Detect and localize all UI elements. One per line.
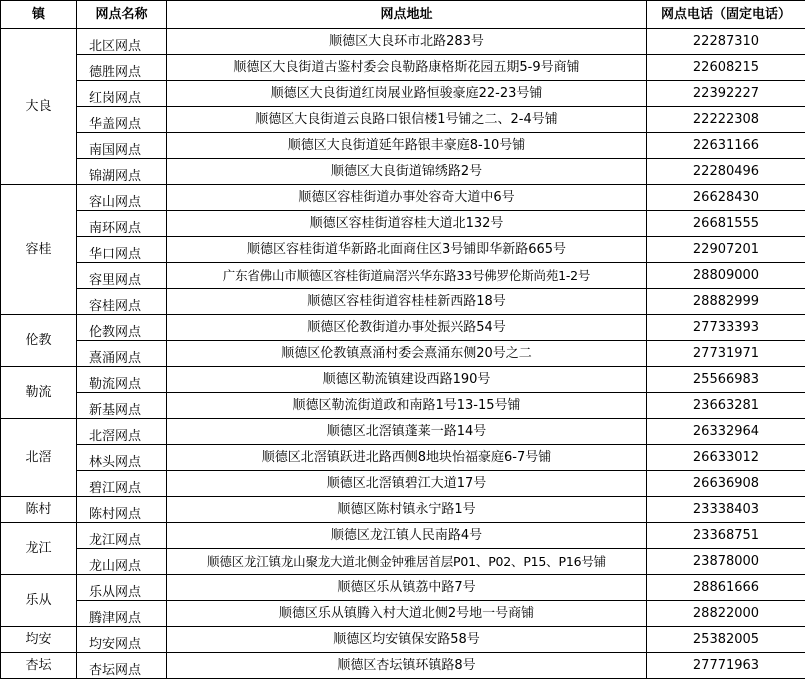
town-cell: 北滘 (1, 419, 77, 497)
branch-phone-cell: 23368751 (647, 523, 805, 549)
branch-address-cell: 顺德区容桂街道容桂桂新西路18号 (167, 289, 647, 315)
branch-address-cell: 顺德区大良街道古鉴村委会良勒路康格斯花园五期5-9号商铺 (167, 55, 647, 81)
branch-name-cell: 北滘网点 (77, 419, 167, 445)
branch-name-cell: 熹涌网点 (77, 341, 167, 367)
table-row (1, 549, 805, 575)
table-row (1, 627, 805, 653)
branch-name-cell: 乐从网点 (77, 575, 167, 601)
branch-address-cell: 顺德区龙江镇人民南路4号 (167, 523, 647, 549)
branch-phone-cell: 23878000 (647, 549, 805, 575)
table-row (1, 263, 805, 289)
branch-address-cell: 顺德区大良街道锦绣路2号 (167, 159, 647, 185)
branch-address-cell: 顺德区勒流街道政和南路1号13-15号铺 (167, 393, 647, 419)
branch-name-cell: 杏坛网点 (77, 653, 167, 679)
branch-name-cell: 华盖网点 (77, 107, 167, 133)
table-row (1, 159, 805, 185)
branch-phone-cell: 23663281 (647, 393, 805, 419)
branch-address-cell: 顺德区容桂街道华新路北面商住区3号铺即华新路665号 (167, 237, 647, 263)
table-row (1, 107, 805, 133)
branch-name-cell: 新基网点 (77, 393, 167, 419)
branch-address-cell: 顺德区伦教镇熹涌村委会熹涌东侧20号之二 (167, 341, 647, 367)
branch-address-cell: 广东省佛山市顺德区容桂街道扁滘兴华东路33号佛罗伦斯尚苑1-2号 (167, 263, 647, 289)
table-row (1, 419, 805, 445)
branch-name-cell: 伦教网点 (77, 315, 167, 341)
branch-address-cell: 顺德区北滘镇蓬莱一路14号 (167, 419, 647, 445)
branch-address-cell: 顺德区陈村镇永宁路1号 (167, 497, 647, 523)
branch-phone-cell: 25382005 (647, 627, 805, 653)
branch-address-cell: 顺德区乐从镇腾入村大道北侧2号地一号商铺 (167, 601, 647, 627)
table-row (1, 523, 805, 549)
branch-address-cell: 顺德区大良环市北路283号 (167, 29, 647, 55)
town-cell: 伦教 (1, 315, 77, 367)
branch-name-cell: 锦湖网点 (77, 159, 167, 185)
branch-name-cell: 南环网点 (77, 211, 167, 237)
branch-address-cell: 顺德区杏坛镇环镇路8号 (167, 653, 647, 679)
branch-name-cell: 容山网点 (77, 185, 167, 211)
branch-phone-cell: 28809000 (647, 263, 805, 289)
table-body (1, 29, 805, 679)
branch-phone-cell: 28861666 (647, 575, 805, 601)
branch-phone-cell: 26633012 (647, 445, 805, 471)
branch-phone-cell: 25566983 (647, 367, 805, 393)
branch-phone-cell: 23338403 (647, 497, 805, 523)
table-row (1, 185, 805, 211)
header-town: 镇 (1, 1, 77, 29)
branch-phone-cell: 22222308 (647, 107, 805, 133)
branch-address-cell: 顺德区龙江镇龙山聚龙大道北侧金钟雅居首层P01、P02、P15、P16号铺 (167, 549, 647, 575)
table-row (1, 393, 805, 419)
branch-phone-cell: 26332964 (647, 419, 805, 445)
branch-phone-cell: 22608215 (647, 55, 805, 81)
branch-name-cell: 北区网点 (77, 29, 167, 55)
table-row (1, 471, 805, 497)
town-cell: 杏坛 (1, 653, 77, 679)
branch-name-cell: 碧江网点 (77, 471, 167, 497)
branch-phone-cell: 22280496 (647, 159, 805, 185)
branch-name-cell: 容里网点 (77, 263, 167, 289)
table-row (1, 341, 805, 367)
header-phone: 网点电话（固定电话） (647, 1, 805, 29)
branch-name-cell: 容桂网点 (77, 289, 167, 315)
header-name: 网点名称 (77, 1, 167, 29)
table-row (1, 445, 805, 471)
branch-address-cell: 顺德区大良街道延年路银丰豪庭8-10号铺 (167, 133, 647, 159)
table-row (1, 81, 805, 107)
header-address: 网点地址 (167, 1, 647, 29)
branch-address-cell: 顺德区容桂街道办事处容奇大道中6号 (167, 185, 647, 211)
branch-phone-cell: 22392227 (647, 81, 805, 107)
town-cell: 龙江 (1, 523, 77, 575)
branch-address-cell: 顺德区乐从镇荔中路7号 (167, 575, 647, 601)
branch-phone-cell: 27771963 (647, 653, 805, 679)
branch-phone-cell: 28882999 (647, 289, 805, 315)
branch-address-cell: 顺德区大良街道红岗展业路恒骏豪庭22-23号铺 (167, 81, 647, 107)
branch-address-cell: 顺德区北滘镇跃进北路西侧8地块怡福豪庭6-7号铺 (167, 445, 647, 471)
branch-phone-cell: 22631166 (647, 133, 805, 159)
table-row (1, 315, 805, 341)
branch-phone-cell: 22287310 (647, 29, 805, 55)
branch-name-cell: 腾津网点 (77, 601, 167, 627)
table-row (1, 367, 805, 393)
table-row (1, 653, 805, 679)
table-row (1, 211, 805, 237)
branch-phone-cell: 26628430 (647, 185, 805, 211)
branch-name-cell: 勒流网点 (77, 367, 167, 393)
branch-name-cell: 龙山网点 (77, 549, 167, 575)
town-cell: 均安 (1, 627, 77, 653)
branch-name-cell: 德胜网点 (77, 55, 167, 81)
table-row (1, 237, 805, 263)
table-row (1, 289, 805, 315)
branch-address-cell: 顺德区均安镇保安路58号 (167, 627, 647, 653)
branch-address-cell: 顺德区伦教街道办事处振兴路54号 (167, 315, 647, 341)
branch-phone-cell: 26636908 (647, 471, 805, 497)
branch-address-cell: 顺德区容桂街道容桂大道北132号 (167, 211, 647, 237)
table-row (1, 55, 805, 81)
town-cell: 大良 (1, 29, 77, 185)
town-cell: 容桂 (1, 185, 77, 315)
branch-name-cell: 陈村网点 (77, 497, 167, 523)
branch-phone-cell: 22907201 (647, 237, 805, 263)
branch-phone-cell: 26681555 (647, 211, 805, 237)
table-row (1, 29, 805, 55)
branch-name-cell: 林头网点 (77, 445, 167, 471)
branch-name-cell: 华口网点 (77, 237, 167, 263)
table-row (1, 497, 805, 523)
header-row (1, 1, 805, 29)
town-cell: 陈村 (1, 497, 77, 523)
branch-address-cell: 顺德区北滘镇碧江大道17号 (167, 471, 647, 497)
table-row (1, 601, 805, 627)
table-row (1, 133, 805, 159)
table-row (1, 575, 805, 601)
branch-name-cell: 龙江网点 (77, 523, 167, 549)
branch-phone-cell: 27731971 (647, 341, 805, 367)
branch-name-cell: 南国网点 (77, 133, 167, 159)
town-cell: 乐从 (1, 575, 77, 627)
branch-name-cell: 红岗网点 (77, 81, 167, 107)
branch-address-cell: 顺德区勒流镇建设西路190号 (167, 367, 647, 393)
town-cell: 勒流 (1, 367, 77, 419)
branch-phone-cell: 28822000 (647, 601, 805, 627)
branch-phone-cell: 27733393 (647, 315, 805, 341)
branch-name-cell: 均安网点 (77, 627, 167, 653)
branch-address-cell: 顺德区大良街道云良路口银信楼1号铺之二、2-4号铺 (167, 107, 647, 133)
